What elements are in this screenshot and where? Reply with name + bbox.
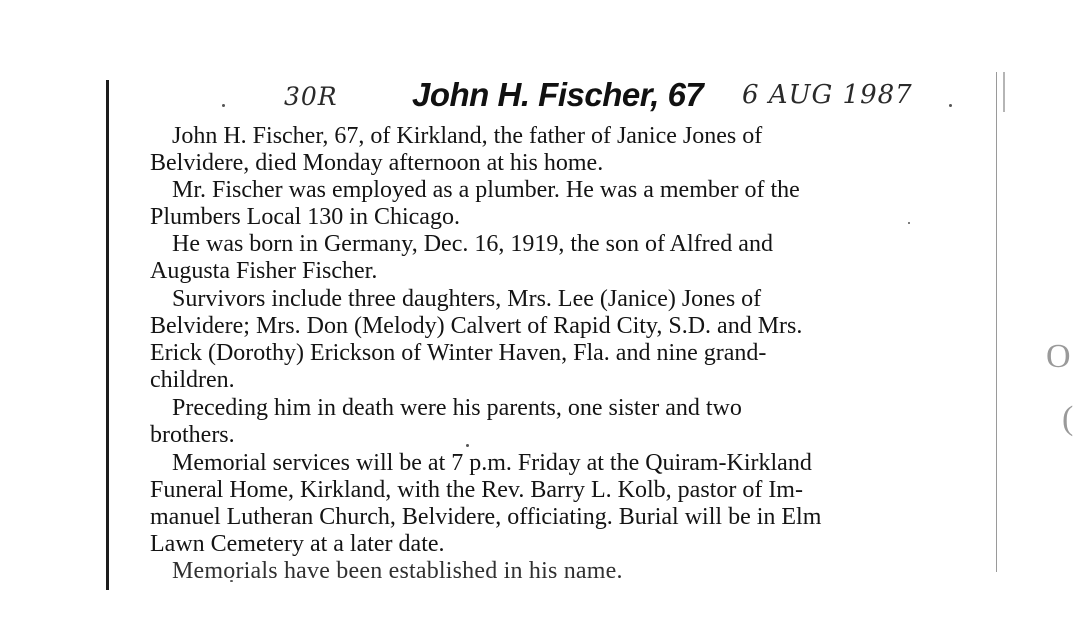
scan-speck (466, 444, 469, 447)
body-line: Augusta Fisher Fischer. (150, 258, 378, 284)
body-line: Plumbers Local 130 in Chicago. (150, 204, 460, 230)
handwritten-code: 30R (284, 82, 338, 111)
body-line: John H. Fischer, 67, of Kirkland, the father of Janice Jones of (172, 123, 763, 149)
offpage-fragment: ( (1062, 400, 1073, 437)
body-line: Survivors include three daughters, Mrs. Lee (Janice) Jones of (172, 286, 762, 312)
body-line: brothers. (150, 422, 235, 448)
obituary-headline: John H. Fischer, 67 (412, 76, 704, 113)
clipping-right-edge (996, 72, 997, 572)
scan-speck (222, 104, 225, 107)
body-line: children. (150, 367, 235, 393)
body-line: Erick (Dorothy) Erickson of Winter Haven, Fla. and nine grand- (150, 340, 767, 366)
body-line: Belvidere, died Monday afternoon at his home. (150, 150, 604, 176)
body-line: He was born in Germany, Dec. 16, 1919, the son of Alfred and (172, 231, 773, 257)
clipping-left-edge (106, 80, 109, 590)
body-line: Belvidere; Mrs. Don (Melody) Calvert of Rapid City, S.D. and Mrs. (150, 313, 803, 339)
body-line: Memorial services will be at 7 p.m. Friday at the Quiram-Kirkland (172, 450, 812, 476)
offpage-fragment: O (1046, 338, 1071, 375)
body-line: Memorials have been established in his name. (172, 558, 623, 584)
body-line: manuel Lutheran Church, Belvidere, officiating. Burial will be in Elm (150, 504, 822, 530)
scan-speck (908, 222, 910, 224)
clipping-right-edge-mark (1003, 72, 1005, 112)
body-line: Preceding him in death were his parents, one sister and two (172, 395, 742, 421)
handwritten-date: 6 AUG 1987 (742, 80, 913, 110)
scan-speck (949, 104, 952, 107)
body-line: Funeral Home, Kirkland, with the Rev. Barry L. Kolb, pastor of Im- (150, 477, 803, 503)
body-line: Lawn Cemetery at a later date. (150, 531, 445, 557)
body-line: Mr. Fischer was employed as a plumber. He was a member of the (172, 177, 800, 203)
